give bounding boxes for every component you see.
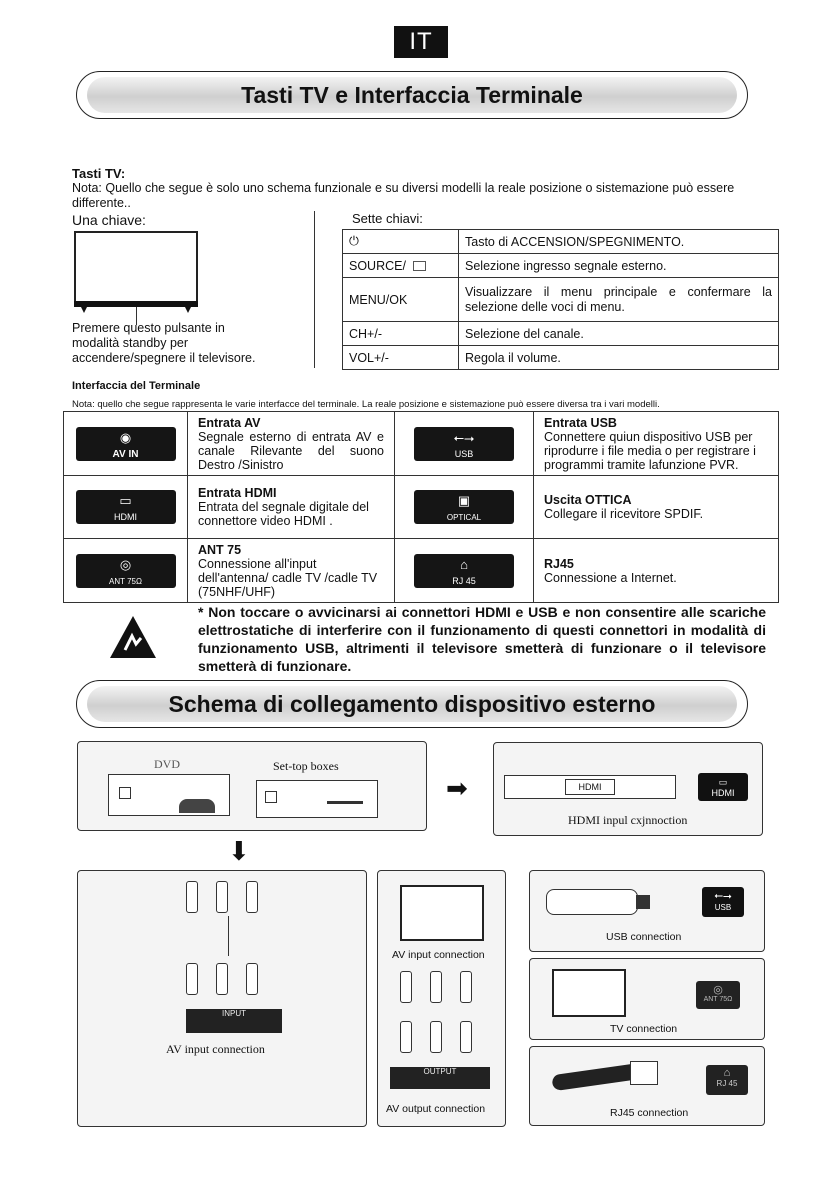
port-icon-cell [64,476,188,539]
port-title: Entrata AV [198,415,261,430]
rj45-plug [630,1061,658,1085]
port-icon-cell [64,539,188,603]
rca-plugs-top [186,881,258,918]
port-icon-cell [395,476,534,539]
keys-row [343,322,779,346]
tv-illustration [552,969,626,1017]
hdmi-icon: ▭ HDMI [76,490,176,524]
interface-note: Nota: quello che segue rappresenta le varie interfacce del terminale. La reale posizione e sistemazione può essere diversa tra i vari modelli. [72,399,660,410]
usb-caption: USB connection [606,931,682,943]
key-desc: Regola il volume. [459,346,779,370]
av-cable [228,916,229,956]
av-input-box [77,870,367,1127]
ports-row [64,539,779,603]
tv-keys-note: Nota: Quello che segue è solo uno schema funzionale e su diversi modelli la reale posizione o sistemazione può essere differente.. [72,181,735,210]
port-desc: Collegare il ricevitore SPDIF. [544,507,704,521]
dvd-player [108,774,230,816]
port-icon-cell [64,412,188,476]
port-icon-cell [395,412,534,476]
esd-warning-icon [108,614,158,660]
hdmi-port-icon: ▭ HDMI [698,773,748,801]
tv-front-illustration [74,231,198,305]
usb-port-icon: ⭠⭢ USB [702,887,744,917]
section-title: Tasti TV e Interfaccia Terminale [87,77,737,113]
port-desc: Connessione all'input dell'antenna/ cadle TV /cadle TV (75NHF/UHF) [198,556,378,599]
port-desc-cell [534,412,779,476]
source-devices-box [77,741,427,831]
settop-box [256,780,378,818]
av-output-panel [390,1067,490,1089]
port-desc-cell [188,476,395,539]
port-desc-cell [534,476,779,539]
key-name: VOL+/- [343,346,459,370]
keys-row [343,346,779,370]
ports-table [63,411,779,603]
esd-warning-text: * Non toccare o avvicinarsi ai connettori HDMI e USB e non consentire alle scariche elettrostatiche di interferire con il funzionamento di questi connettori in modalità di funzionamento USB, altrimenti il televisore smetterà di funzionare o il televisore smetterà di funzionare. [198,604,766,674]
section-title-banner [76,680,748,728]
port-title: Uscita OTTICA [544,493,632,507]
rj45-caption: RJ45 connection [610,1107,689,1119]
interface-heading: Interfaccia del Terminale [72,380,201,392]
ports-row [64,412,779,476]
hdmi-caption: HDMI inpul cxjnnoction [568,813,688,827]
port-desc: Connettere quiun dispositivo USB per riprodurre i file media o per registrare i programmi tramite lafunzione PVR. [544,429,756,472]
optical-icon: ▣ OPTICAL [414,490,514,524]
port-icon-label: AV IN [112,448,139,460]
one-key-description: Premere questo pulsante in modalità standby per accendere/spegnere il televisore. [72,321,256,365]
usb-port-label: USB [714,903,732,912]
port-icon-label: ANT 75Ω [109,576,142,586]
antenna-port-label: ANT 75Ω [703,996,733,1003]
port-title: Entrata HDMI [198,486,277,500]
av-output-panel-label: OUTPUT [423,1067,457,1076]
settop-label: Set-top boxes [273,759,339,773]
arrow-right-icon: ➡ [446,773,468,803]
arrow-down-icon: ⬇ [228,836,250,866]
av-input-tv-caption: AV input connection [392,949,485,961]
ports-row [64,476,779,539]
antenna-port-icon: ◎ ANT 75Ω [696,981,740,1009]
hdmi-connection-box [493,742,763,836]
source-icon [413,261,426,271]
keys-row [343,230,779,254]
hdmi-cable-label: HDMI [565,779,615,795]
port-icon-cell [395,539,534,603]
key-name: MENU/OK [343,278,459,322]
keys-row [343,254,779,278]
section-title-banner [76,71,748,119]
rj45-connection-box [529,1046,765,1126]
port-desc-cell [188,412,395,476]
keys-row [343,278,779,322]
seven-keys-label: Sette chiavi: [352,211,423,226]
port-desc: Segnale esterno di entrata AV e canale Rilevante del suono Destro /Sinistro [198,429,384,472]
port-icon-label: HDMI [114,512,137,522]
tv-caption: TV connection [610,1023,678,1035]
key-name: CH+/- [343,322,459,346]
port-icon-label: USB [454,448,474,459]
av-input-panel [186,1009,282,1033]
rj45-port-label: RJ 45 [716,1079,738,1088]
port-title: RJ45 [544,556,574,571]
rj45-icon: ⌂ RJ 45 [414,554,514,588]
hdmi-port-label: HDMI [711,788,735,798]
divider [314,211,315,368]
port-icon-label: RJ 45 [452,575,476,586]
port-desc-cell [188,539,395,603]
usb-plug [636,895,650,909]
av-in-icon: ◉ AV IN [76,427,176,461]
port-desc: Entrata del segnale digitale del connettore video HDMI . [198,500,369,528]
hdmi-cable [504,775,676,799]
key-desc: Selezione ingresso segnale esterno. [459,254,779,278]
antenna-icon: ◎ ANT 75Ω [76,554,176,588]
port-title: Entrata USB [544,415,617,430]
power-icon: ⏻ [343,230,459,254]
usb-connection-box [529,870,765,952]
keys-table [342,229,779,370]
tv-keys-heading: Tasti TV: [72,166,126,181]
usb-icon: ⭠⭢ USB [414,427,514,461]
one-key-label: Una chiave: [72,212,146,228]
usb-stick [546,889,638,915]
tv-monitor-illustration [400,885,484,941]
rca-plugs-top [400,971,472,1008]
av-input-caption: AV input connection [166,1042,265,1056]
rca-plugs-bottom [186,963,258,1000]
section-title: Schema di collegamento dispositivo esterno [87,686,737,722]
rca-plugs-bottom [400,1021,472,1058]
dvd-label: DVD [154,757,180,771]
network-cable [551,1063,642,1091]
tv-connection-box [529,958,765,1040]
key-desc: Visualizzare il menu principale e confermare la selezione delle voci di menu. [459,278,779,322]
key-name-text: SOURCE/ [349,258,406,273]
av-output-box [377,870,506,1127]
key-name [343,254,459,278]
rj45-port-icon: ⌂ RJ 45 [706,1065,748,1095]
av-output-caption: AV output connection [386,1103,486,1115]
port-title: ANT 75 [198,542,242,557]
av-input-panel-label: INPUT [222,1009,246,1018]
port-icon-label: OPTICAL [446,513,482,522]
language-badge: IT [394,26,448,58]
key-desc: Tasto di ACCENSION/SPEGNIMENTO. [459,230,779,254]
port-desc: Connessione a Internet. [544,570,677,585]
port-desc-cell [534,539,779,603]
key-desc: Selezione del canale. [459,322,779,346]
